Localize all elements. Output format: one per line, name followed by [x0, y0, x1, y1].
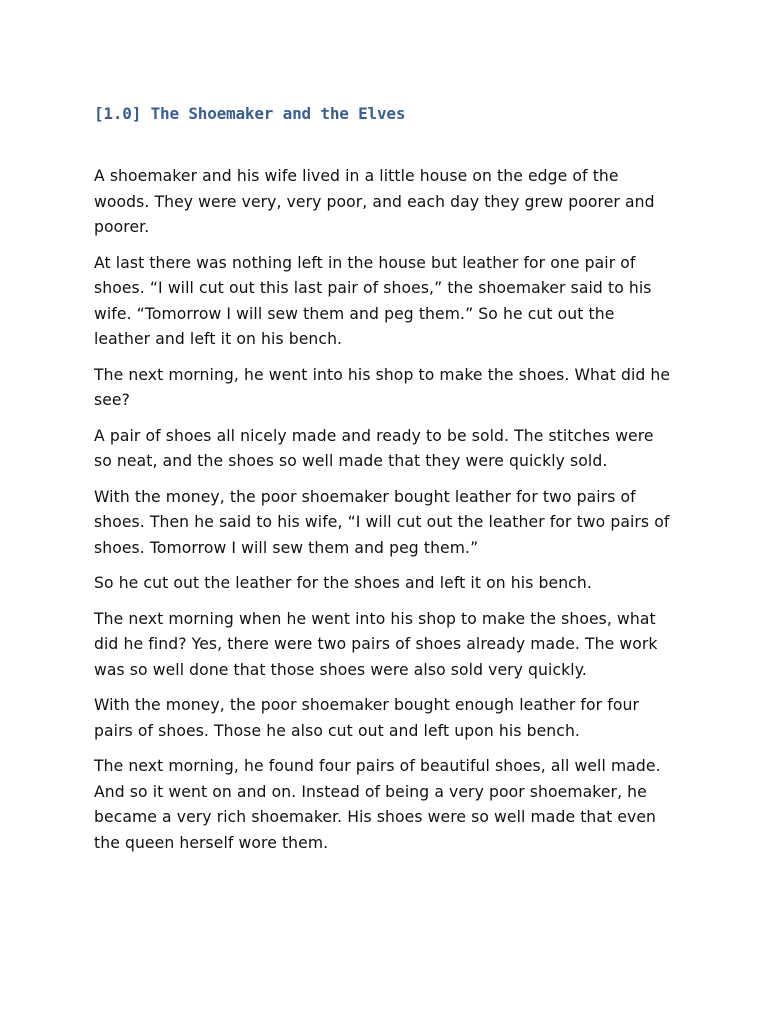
story-body — [94, 164, 672, 866]
story-paragraph-4: A pair of shoes all nicely made and ready to be sold. The stitches were so neat, and the shoes so well made that they were quickly sold. — [94, 426, 654, 470]
story-heading: [1.0] The Shoemaker and the Elves — [94, 104, 406, 123]
story-paragraph-3: The next morning, he went into his shop to make the shoes. What did he see? — [94, 365, 671, 409]
story-paragraph-1: A shoemaker and his wife lived in a little house on the edge of the woods. They were very, very poor, and each day they grew poorer and poorer. — [94, 167, 655, 236]
story-paragraph-2: At last there was nothing left in the house but leather for one pair of shoes. “I will cut out this last pair of shoes,” the shoemaker said to his wife. “Tomorrow I will sew them and peg them.” So he cut out the leather and left it on his bench. — [94, 253, 652, 348]
story-paragraph-9: The next morning, he found four pairs of beautiful shoes, all well made. And so it went on and on. Instead of being a very poor shoemaker, he became a very rich shoemaker. His shoes were so well made that even the queen herself wore them. — [94, 757, 661, 852]
story-paragraph-8: With the money, the poor shoemaker bought enough leather for four pairs of shoes. Those he also cut out and left upon his bench. — [94, 696, 639, 740]
story-paragraph-7: The next morning when he went into his shop to make the shoes, what did he find? Yes, there were two pairs of shoes already made. The work was so well done that those shoes were also sold very quickly. — [94, 609, 658, 679]
story-paragraph-6: So he cut out the leather for the shoes and left it on his bench. — [94, 574, 592, 592]
story-paragraph-5: With the money, the poor shoemaker bought leather for two pairs of shoes. Then he said to his wife, “I will cut out the leather for two pairs of shoes. Tomorrow I will sew them and peg them.” — [94, 487, 670, 557]
